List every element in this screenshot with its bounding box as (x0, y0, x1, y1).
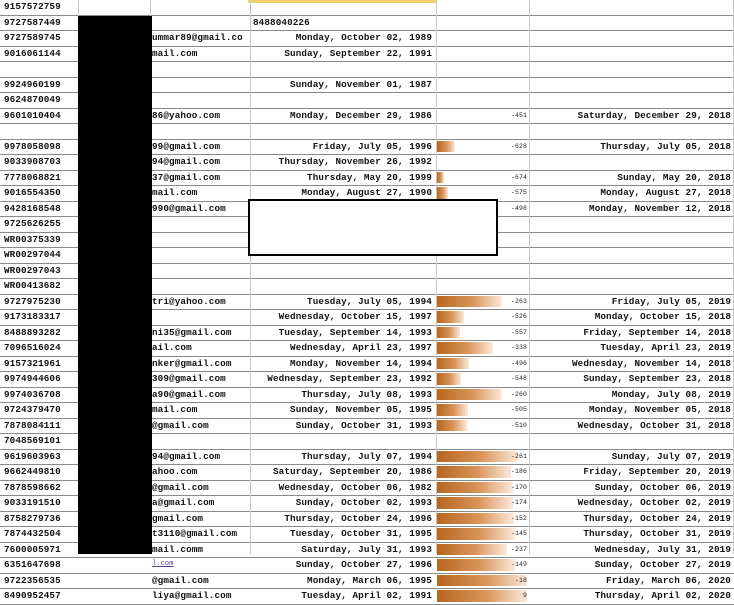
phone-cell[interactable]: 6351647698 (4, 559, 61, 570)
email-cell[interactable]: 94@gmail.com (152, 156, 221, 167)
databar-cell[interactable] (437, 139, 529, 155)
email-cell[interactable]: mail.com (152, 404, 198, 415)
date-cell[interactable]: Tuesday, April 02, 1991 (301, 590, 432, 601)
anniversary-date-cell[interactable] (530, 92, 734, 108)
phone-cell[interactable]: 9722356535 (4, 574, 61, 586)
databar-cell[interactable] (437, 387, 529, 403)
databar-cell[interactable] (437, 588, 529, 604)
date-cell[interactable]: 8488040226 (253, 16, 310, 28)
anniversary-date-cell[interactable] (530, 232, 734, 248)
phone-cell[interactable] (4, 123, 78, 139)
databar-cell[interactable] (437, 371, 529, 387)
databar-cell[interactable] (437, 542, 529, 558)
date-cell[interactable]: Sunday, October 02, 1993 (295, 497, 432, 508)
email-cell[interactable]: mail.com (152, 187, 198, 198)
anniversary-date-cell[interactable]: Sunday, September 23, 2018 (583, 373, 731, 384)
email-cell[interactable]: ummar89@gmail.co (152, 32, 243, 43)
data-bar (437, 497, 513, 509)
days-value: -186 (510, 468, 527, 475)
phone-cell[interactable]: 7096516024 (4, 342, 61, 353)
days-value: 9 (522, 592, 527, 599)
email-cell[interactable] (150, 216, 250, 232)
days-value: -149 (510, 561, 527, 568)
email-cell[interactable]: gmail.com (152, 512, 204, 524)
email-cell[interactable]: a@gmail.com (152, 497, 215, 508)
date-cell[interactable]: Monday, December 29, 1986 (290, 109, 432, 121)
phone-cell[interactable]: 8488893282 (4, 326, 61, 338)
date-cell[interactable] (251, 263, 435, 279)
phone-cell[interactable]: WR00297043 (4, 264, 61, 276)
anniversary-date-cell[interactable]: Wednesday, October 02, 2019 (577, 497, 731, 508)
anniversary-date-cell[interactable]: Monday, November 12, 2018 (589, 202, 731, 214)
email-cell[interactable]: nker@gmail.com (152, 357, 232, 369)
days-value: -674 (510, 173, 527, 181)
anniversary-date-cell[interactable] (530, 61, 734, 77)
anniversary-date-cell[interactable]: Tuesday, April 23, 2019 (600, 342, 731, 353)
days-value: -18 (514, 576, 527, 584)
phone-cell[interactable]: 7878598662 (4, 481, 61, 493)
column-divider (529, 0, 530, 554)
anniversary-date-cell[interactable]: Friday, July 05, 2019 (611, 295, 731, 307)
days-value: -261 (510, 452, 527, 460)
column-divider (436, 0, 437, 554)
data-bar (437, 342, 493, 354)
date-cell[interactable]: Sunday, November 05, 1995 (290, 404, 432, 415)
anniversary-date-cell[interactable]: Friday, September 20, 2019 (583, 466, 731, 477)
data-bar (437, 327, 460, 339)
data-bar (437, 296, 502, 308)
phone-cell[interactable]: 9016061144 (4, 47, 61, 59)
days-value: -338 (510, 344, 527, 351)
days-value: -628 (510, 142, 527, 150)
databar-cell[interactable] (437, 325, 529, 341)
email-cell[interactable] (150, 92, 250, 108)
email-cell[interactable]: @gmail.com (152, 574, 209, 586)
databar-cell[interactable] (437, 402, 529, 418)
anniversary-date-cell[interactable]: Sunday, October 06, 2019 (594, 481, 731, 493)
date-cell[interactable]: Monday, August 27, 1990 (301, 187, 432, 198)
table-row[interactable] (0, 573, 734, 589)
databar-cell[interactable] (437, 108, 529, 124)
anniversary-date-cell[interactable]: Monday, July 08, 2019 (611, 388, 731, 400)
databar-cell[interactable] (437, 418, 529, 434)
data-bar (437, 513, 514, 525)
databar-cell[interactable] (437, 495, 529, 511)
phone-cell[interactable]: 9619603963 (4, 450, 61, 462)
anniversary-date-cell[interactable]: Wednesday, October 31, 2018 (577, 419, 731, 431)
phone-cell[interactable]: 9978058098 (4, 140, 61, 152)
email-cell[interactable]: 99@gmail.com (152, 140, 221, 152)
row-divider (0, 604, 734, 605)
phone-cell[interactable]: 9173183317 (4, 311, 61, 322)
databar-cell[interactable] (437, 46, 529, 62)
days-value: -237 (510, 545, 527, 553)
data-bar (437, 420, 467, 432)
phone-cell[interactable]: 7048569101 (4, 435, 61, 446)
anniversary-date-cell[interactable]: Sunday, July 07, 2019 (611, 450, 731, 462)
email-cell[interactable] (150, 433, 250, 449)
data-bar (437, 373, 461, 385)
email-cell[interactable]: tri@yahoo.com (152, 295, 226, 307)
date-cell[interactable]: Sunday, October 27, 1996 (295, 559, 432, 570)
date-cell[interactable]: Sunday, November 01, 1987 (290, 78, 432, 90)
phone-cell[interactable]: 9974944606 (4, 373, 61, 384)
phone-cell[interactable] (4, 61, 78, 77)
days-value: -557 (510, 328, 527, 336)
data-bar (437, 358, 469, 370)
email-cell[interactable]: 990@gmail.com (152, 202, 226, 214)
date-cell[interactable] (251, 61, 435, 77)
databar-cell[interactable] (437, 278, 529, 294)
data-bar (437, 311, 464, 323)
redaction-block (78, 16, 152, 554)
days-value: -505 (510, 406, 527, 413)
data-bar (437, 559, 515, 571)
date-cell[interactable]: Saturday, July 31, 1993 (301, 543, 432, 555)
databar-cell[interactable] (437, 511, 529, 527)
table-row[interactable] (0, 557, 734, 573)
phone-cell[interactable]: 9033908703 (4, 156, 61, 167)
email-cell[interactable] (150, 77, 250, 93)
email-cell[interactable]: ni35@gmail.com (152, 326, 232, 338)
databar-cell[interactable] (437, 557, 529, 573)
email-cell[interactable] (150, 123, 250, 139)
days-value: -498 (510, 204, 527, 212)
column-divider (250, 0, 251, 554)
date-cell[interactable]: Thursday, July 07, 1994 (301, 450, 432, 462)
date-cell[interactable]: Saturday, September 20, 1986 (272, 466, 432, 477)
phone-cell[interactable]: 9974036708 (4, 388, 61, 400)
databar-cell[interactable] (437, 340, 529, 356)
email-cell[interactable] (150, 61, 250, 77)
date-cell[interactable]: Sunday, October 31, 1993 (295, 419, 432, 431)
date-cell[interactable] (251, 92, 435, 108)
databar-cell[interactable] (437, 433, 529, 449)
email-cell[interactable] (150, 15, 250, 31)
email-cell[interactable]: 309@gmail.com (152, 373, 226, 384)
days-value: -451 (510, 111, 527, 119)
data-bar (437, 544, 507, 556)
date-cell[interactable] (251, 433, 435, 449)
date-cell[interactable]: Wednesday, October 15, 1997 (278, 311, 432, 322)
date-cell[interactable]: Wednesday, April 23, 1997 (290, 342, 432, 353)
phone-cell[interactable]: 9157321961 (4, 357, 61, 369)
email-cell[interactable]: mail.comm (152, 543, 204, 555)
email-cell[interactable]: 94@gmail.com (152, 450, 221, 462)
date-cell[interactable]: Sunday, September 22, 1991 (284, 47, 432, 59)
days-value: -496 (510, 359, 527, 367)
anniversary-date-cell[interactable]: Monday, October 15, 2018 (594, 311, 731, 322)
phone-cell[interactable]: 9157572759 (4, 1, 61, 12)
phone-cell[interactable]: 9724379470 (4, 404, 61, 415)
days-value: -575 (510, 189, 527, 196)
date-cell[interactable]: Tuesday, September 14, 1993 (278, 326, 432, 338)
anniversary-date-cell[interactable]: Wednesday, November 14, 2018 (571, 357, 731, 369)
databar-cell[interactable] (437, 61, 529, 77)
databar-cell[interactable] (437, 294, 529, 310)
anniversary-date-cell[interactable]: Thursday, October 31, 2019 (583, 528, 731, 539)
anniversary-date-cell[interactable]: Monday, August 27, 2018 (600, 187, 731, 198)
phone-cell[interactable]: 9924960199 (4, 78, 61, 90)
phone-cell[interactable]: 9727587449 (4, 16, 61, 28)
phone-cell[interactable]: 9601010404 (4, 109, 61, 121)
phone-cell[interactable]: 7878084111 (4, 419, 61, 431)
data-bar (437, 466, 511, 478)
email-cell[interactable]: a90@gmail.com (152, 388, 226, 400)
phone-cell[interactable]: WR00375339 (4, 233, 61, 245)
data-bar (437, 187, 448, 199)
email-cell[interactable]: liya@gmail.com (152, 590, 232, 601)
databar-cell[interactable] (437, 30, 529, 46)
date-cell[interactable]: Monday, March 06, 1995 (307, 574, 432, 586)
days-value: -170 (510, 483, 527, 491)
anniversary-date-cell[interactable] (530, 77, 734, 93)
databar-cell[interactable] (437, 92, 529, 108)
days-value: -260 (510, 390, 527, 398)
anniversary-date-cell[interactable] (530, 263, 734, 279)
phone-cell[interactable]: 9662449810 (4, 466, 61, 477)
email-cell[interactable]: @gmail.com (152, 481, 209, 493)
table-row[interactable] (0, 0, 734, 15)
databar-cell[interactable] (437, 464, 529, 480)
date-cell[interactable]: Tuesday, July 05, 1994 (307, 295, 432, 307)
email-cell[interactable]: t3110@gmail.com (152, 528, 238, 539)
days-value: -548 (510, 375, 527, 382)
phone-cell[interactable]: 9033191510 (4, 497, 61, 508)
days-value: -145 (510, 530, 527, 537)
data-bar (437, 141, 455, 153)
date-cell[interactable]: Friday, July 05, 1996 (312, 140, 432, 152)
date-cell[interactable] (251, 0, 435, 15)
anniversary-date-cell[interactable]: Friday, September 14, 2018 (583, 326, 731, 338)
databar-cell[interactable] (437, 154, 529, 170)
data-bar (437, 575, 527, 587)
phone-cell[interactable]: 7778068821 (4, 171, 61, 183)
email-cell[interactable] (150, 247, 250, 263)
date-cell[interactable]: Monday, October 02, 1989 (295, 32, 432, 43)
email-cell[interactable]: 37@gmail.com (152, 171, 221, 183)
anniversary-date-cell[interactable] (530, 247, 734, 263)
phone-cell[interactable]: WR00297044 (4, 249, 61, 260)
databar-cell[interactable] (437, 480, 529, 496)
email-cell[interactable]: l.com (152, 560, 174, 568)
email-cell[interactable] (150, 232, 250, 248)
databar-cell[interactable] (437, 356, 529, 372)
phone-cell[interactable]: 9016554350 (4, 187, 61, 198)
phone-cell[interactable]: 8758279736 (4, 512, 61, 524)
email-cell[interactable]: 86@yahoo.com (152, 109, 221, 121)
data-bar (437, 590, 527, 602)
anniversary-date-cell[interactable]: Wednesday, July 31, 2019 (594, 543, 731, 555)
databar-cell[interactable] (437, 0, 529, 15)
phone-cell[interactable]: 9624870049 (4, 94, 61, 105)
date-cell[interactable] (251, 123, 435, 139)
anniversary-date-cell[interactable] (530, 278, 734, 294)
phone-cell[interactable]: 9727589745 (4, 32, 61, 43)
data-bar (437, 528, 515, 540)
databar-cell[interactable] (437, 526, 529, 542)
databar-cell[interactable] (437, 263, 529, 279)
phone-cell[interactable]: 7600005971 (4, 543, 61, 555)
email-cell[interactable] (150, 0, 250, 15)
table-row[interactable] (0, 588, 734, 604)
anniversary-date-cell[interactable] (530, 30, 734, 46)
data-bar (437, 172, 444, 184)
anniversary-date-cell[interactable]: Thursday, October 24, 2019 (583, 512, 731, 524)
anniversary-date-cell[interactable] (530, 15, 734, 31)
date-cell[interactable]: Wednesday, October 06, 1982 (278, 481, 432, 493)
phone-cell[interactable]: 8490952457 (4, 590, 61, 601)
databar-cell[interactable] (437, 123, 529, 139)
email-cell[interactable] (150, 309, 250, 325)
date-cell[interactable] (251, 278, 435, 294)
databar-cell[interactable] (437, 77, 529, 93)
email-cell[interactable] (150, 263, 250, 279)
days-value: -526 (510, 313, 527, 320)
days-value: -510 (510, 421, 527, 429)
phone-cell[interactable]: 9428168548 (4, 202, 61, 214)
anniversary-date-cell[interactable] (530, 46, 734, 62)
blank-popup[interactable] (248, 199, 498, 256)
email-cell[interactable]: mail.com (152, 47, 198, 59)
email-cell[interactable]: ahoo.com (152, 466, 198, 477)
data-bar (437, 404, 468, 416)
date-cell[interactable]: Thursday, July 08, 1993 (301, 388, 432, 400)
databar-cell[interactable] (437, 573, 529, 589)
days-value: -174 (510, 499, 527, 506)
anniversary-date-cell[interactable] (530, 154, 734, 170)
data-bar (437, 482, 513, 494)
databar-cell[interactable] (437, 449, 529, 465)
date-cell[interactable]: Thursday, May 20, 1999 (307, 171, 432, 183)
email-cell[interactable]: @gmail.com (152, 419, 209, 431)
email-cell[interactable]: ail.com (152, 342, 192, 353)
date-cell[interactable]: Wednesday, September 23, 1992 (267, 373, 432, 384)
databar-cell[interactable] (437, 15, 529, 31)
anniversary-date-cell[interactable]: Thursday, April 02, 2020 (594, 590, 731, 601)
databar-cell[interactable] (437, 309, 529, 325)
days-value: -263 (510, 297, 527, 305)
phone-cell[interactable]: 9727975230 (4, 295, 61, 307)
anniversary-date-cell[interactable]: Sunday, October 27, 2019 (594, 559, 731, 570)
date-cell[interactable]: Monday, November 14, 1994 (290, 357, 432, 369)
phone-cell[interactable]: 9725626255 (4, 218, 61, 229)
data-bar (437, 389, 502, 401)
anniversary-date-cell[interactable] (530, 216, 734, 232)
anniversary-date-cell[interactable] (530, 123, 734, 139)
date-cell[interactable]: Tuesday, October 31, 1995 (290, 528, 432, 539)
date-cell[interactable]: Thursday, October 24, 1996 (284, 512, 432, 524)
anniversary-date-cell[interactable]: Monday, November 05, 2018 (589, 404, 731, 415)
anniversary-date-cell[interactable]: Friday, March 06, 2020 (606, 574, 731, 586)
date-cell[interactable]: Thursday, November 26, 1992 (278, 156, 432, 167)
anniversary-date-cell[interactable] (530, 0, 734, 15)
data-bar (437, 451, 518, 463)
email-cell[interactable] (150, 278, 250, 294)
anniversary-date-cell[interactable]: Sunday, May 20, 2018 (617, 171, 731, 183)
anniversary-date-cell[interactable]: Thursday, July 05, 2018 (600, 140, 731, 152)
anniversary-date-cell[interactable] (530, 433, 734, 449)
anniversary-date-cell[interactable]: Saturday, December 29, 2018 (577, 109, 731, 121)
databar-cell[interactable] (437, 170, 529, 186)
phone-cell[interactable]: 7874432504 (4, 528, 61, 539)
days-value: -152 (510, 514, 527, 522)
phone-cell[interactable]: WR00413682 (4, 280, 61, 291)
